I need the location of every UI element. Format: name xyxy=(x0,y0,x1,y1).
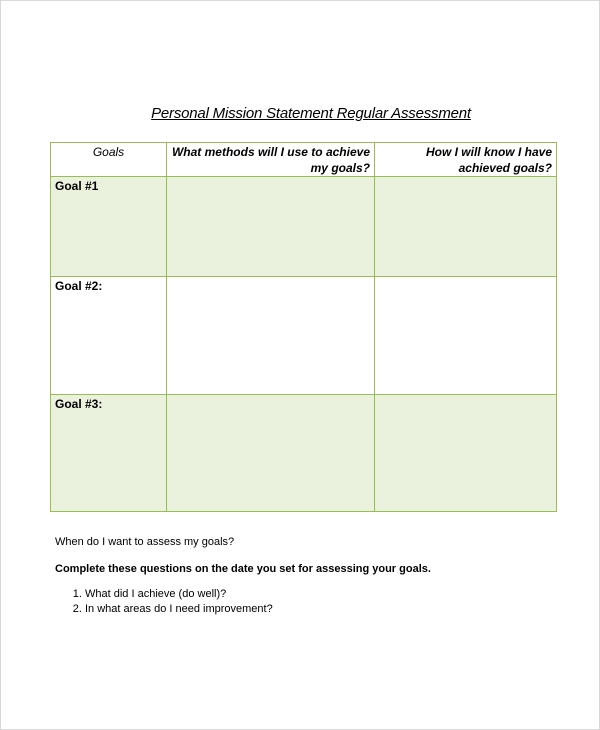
methods-cell[interactable] xyxy=(167,395,375,512)
table-row xyxy=(51,177,557,277)
assess-question: When do I want to assess my goals? xyxy=(55,536,235,548)
header-methods: What methods will I use to achieve my goals? xyxy=(167,143,375,177)
table-row xyxy=(51,277,557,395)
list-item: 1. What did I achieve (do well)? xyxy=(85,587,273,602)
goal-cell[interactable] xyxy=(51,277,167,395)
methods-cell[interactable] xyxy=(167,177,375,277)
list-item: 2. In what areas do I need improvement? xyxy=(85,602,273,617)
methods-cell[interactable] xyxy=(167,277,375,395)
achieved-cell[interactable] xyxy=(375,177,557,277)
achieved-cell[interactable] xyxy=(375,395,557,512)
assessment-table xyxy=(50,142,557,512)
goal-cell[interactable] xyxy=(51,177,167,277)
question-list xyxy=(55,587,273,617)
table-row xyxy=(51,395,557,512)
document-title: Personal Mission Statement Regular Assessment xyxy=(151,105,471,122)
assess-instruction: Complete these questions on the date you set for assessing your goals. xyxy=(55,563,431,575)
header-achieved: How I will know I have achieved goals? xyxy=(375,143,557,177)
goal-label: Goal #3: xyxy=(55,397,103,411)
goal-label: Goal #2: xyxy=(55,279,103,293)
achieved-cell[interactable] xyxy=(375,277,557,395)
header-goals: Goals xyxy=(51,143,167,177)
goal-label: Goal #1 xyxy=(55,179,99,193)
table-header-row xyxy=(51,143,557,177)
goal-cell[interactable] xyxy=(51,395,167,512)
